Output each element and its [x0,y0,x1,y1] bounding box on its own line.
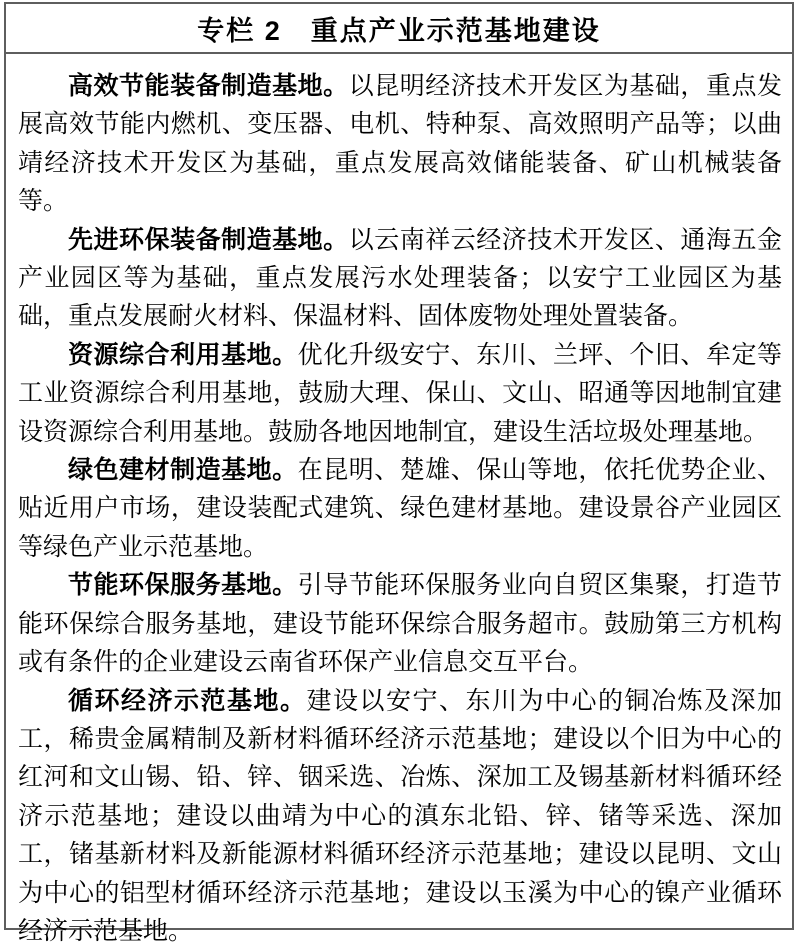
paragraph-energy-saving-equipment [18,68,782,222]
paragraph-text: 优化升级安宁、东川、兰坪、个旧、牟定等工业资源综合利用基地，鼓励大理、保山、文山、昭通等因地制宜建设资源综合利用基地。鼓励各地因地制宜，建设生活垃圾处理基地。 [18,342,782,446]
paragraph-green-building-materials [18,452,782,567]
panel-body [6,54,792,951]
paragraph-service-base [18,567,782,682]
paragraph-text: 以云南祥云经济技术开发区、通海五金产业园区等为基础，重点发展污水处理装备；以安宁工业园区为基础，重点发展耐火材料、保温材料、固体废物处理处置装备。 [18,227,782,331]
paragraph-text: 在昆明、楚雄、保山等地，依托优势企业、贴近用户市场，建设装配式建筑、绿色建材基地。建设景谷产业园区等绿色产业示范基地。 [18,457,782,561]
panel-title: 专栏 2 重点产业示范基地建设 [6,4,792,54]
paragraph-lead: 节能环保服务基地。 [68,572,298,599]
paragraph-lead: 循环经济示范基地。 [68,688,307,715]
paragraph-circular-economy [18,683,782,951]
column-box-panel [4,2,794,930]
paragraph-lead: 高效节能装备制造基地。 [68,73,349,100]
paragraph-resource-utilization [18,337,782,452]
paragraph-lead: 先进环保装备制造基地。 [68,227,349,254]
paragraph-lead: 资源综合利用基地。 [68,342,298,369]
paragraph-text: 以昆明经济技术开发区为基础，重点发展高效节能内燃机、变压器、电机、特种泵、高效照明产品等；以曲靖经济技术开发区为基础，重点发展高效储能装备、矿山机械装备等。 [18,73,782,215]
paragraph-environmental-equipment [18,222,782,337]
paragraph-lead: 绿色建材制造基地。 [68,457,298,484]
paragraph-text: 建设以安宁、东川为中心的铜冶炼及深加工，稀贵金属精制及新材料循环经济示范基地；建设以个旧为中心的红河和文山锡、铅、锌、铟采选、冶炼、深加工及锡基新材料循环经济示范基地；建设以曲靖为中心的滇东北铅、锌、锗等采选、深加工，锗基新材料及新能源材料循环经济示范基地；建设以昆明、文山为中心的铝型材循环经济示范基地；建设以玉溪为中心的镍产业循环经济示范基地。 [18,688,782,945]
paragraph-text: 引导节能环保服务业向自贸区集聚，打造节能环保综合服务基地，建设节能环保综合服务超市。鼓励第三方机构或有条件的企业建设云南省环保产业信息交互平台。 [18,572,782,676]
